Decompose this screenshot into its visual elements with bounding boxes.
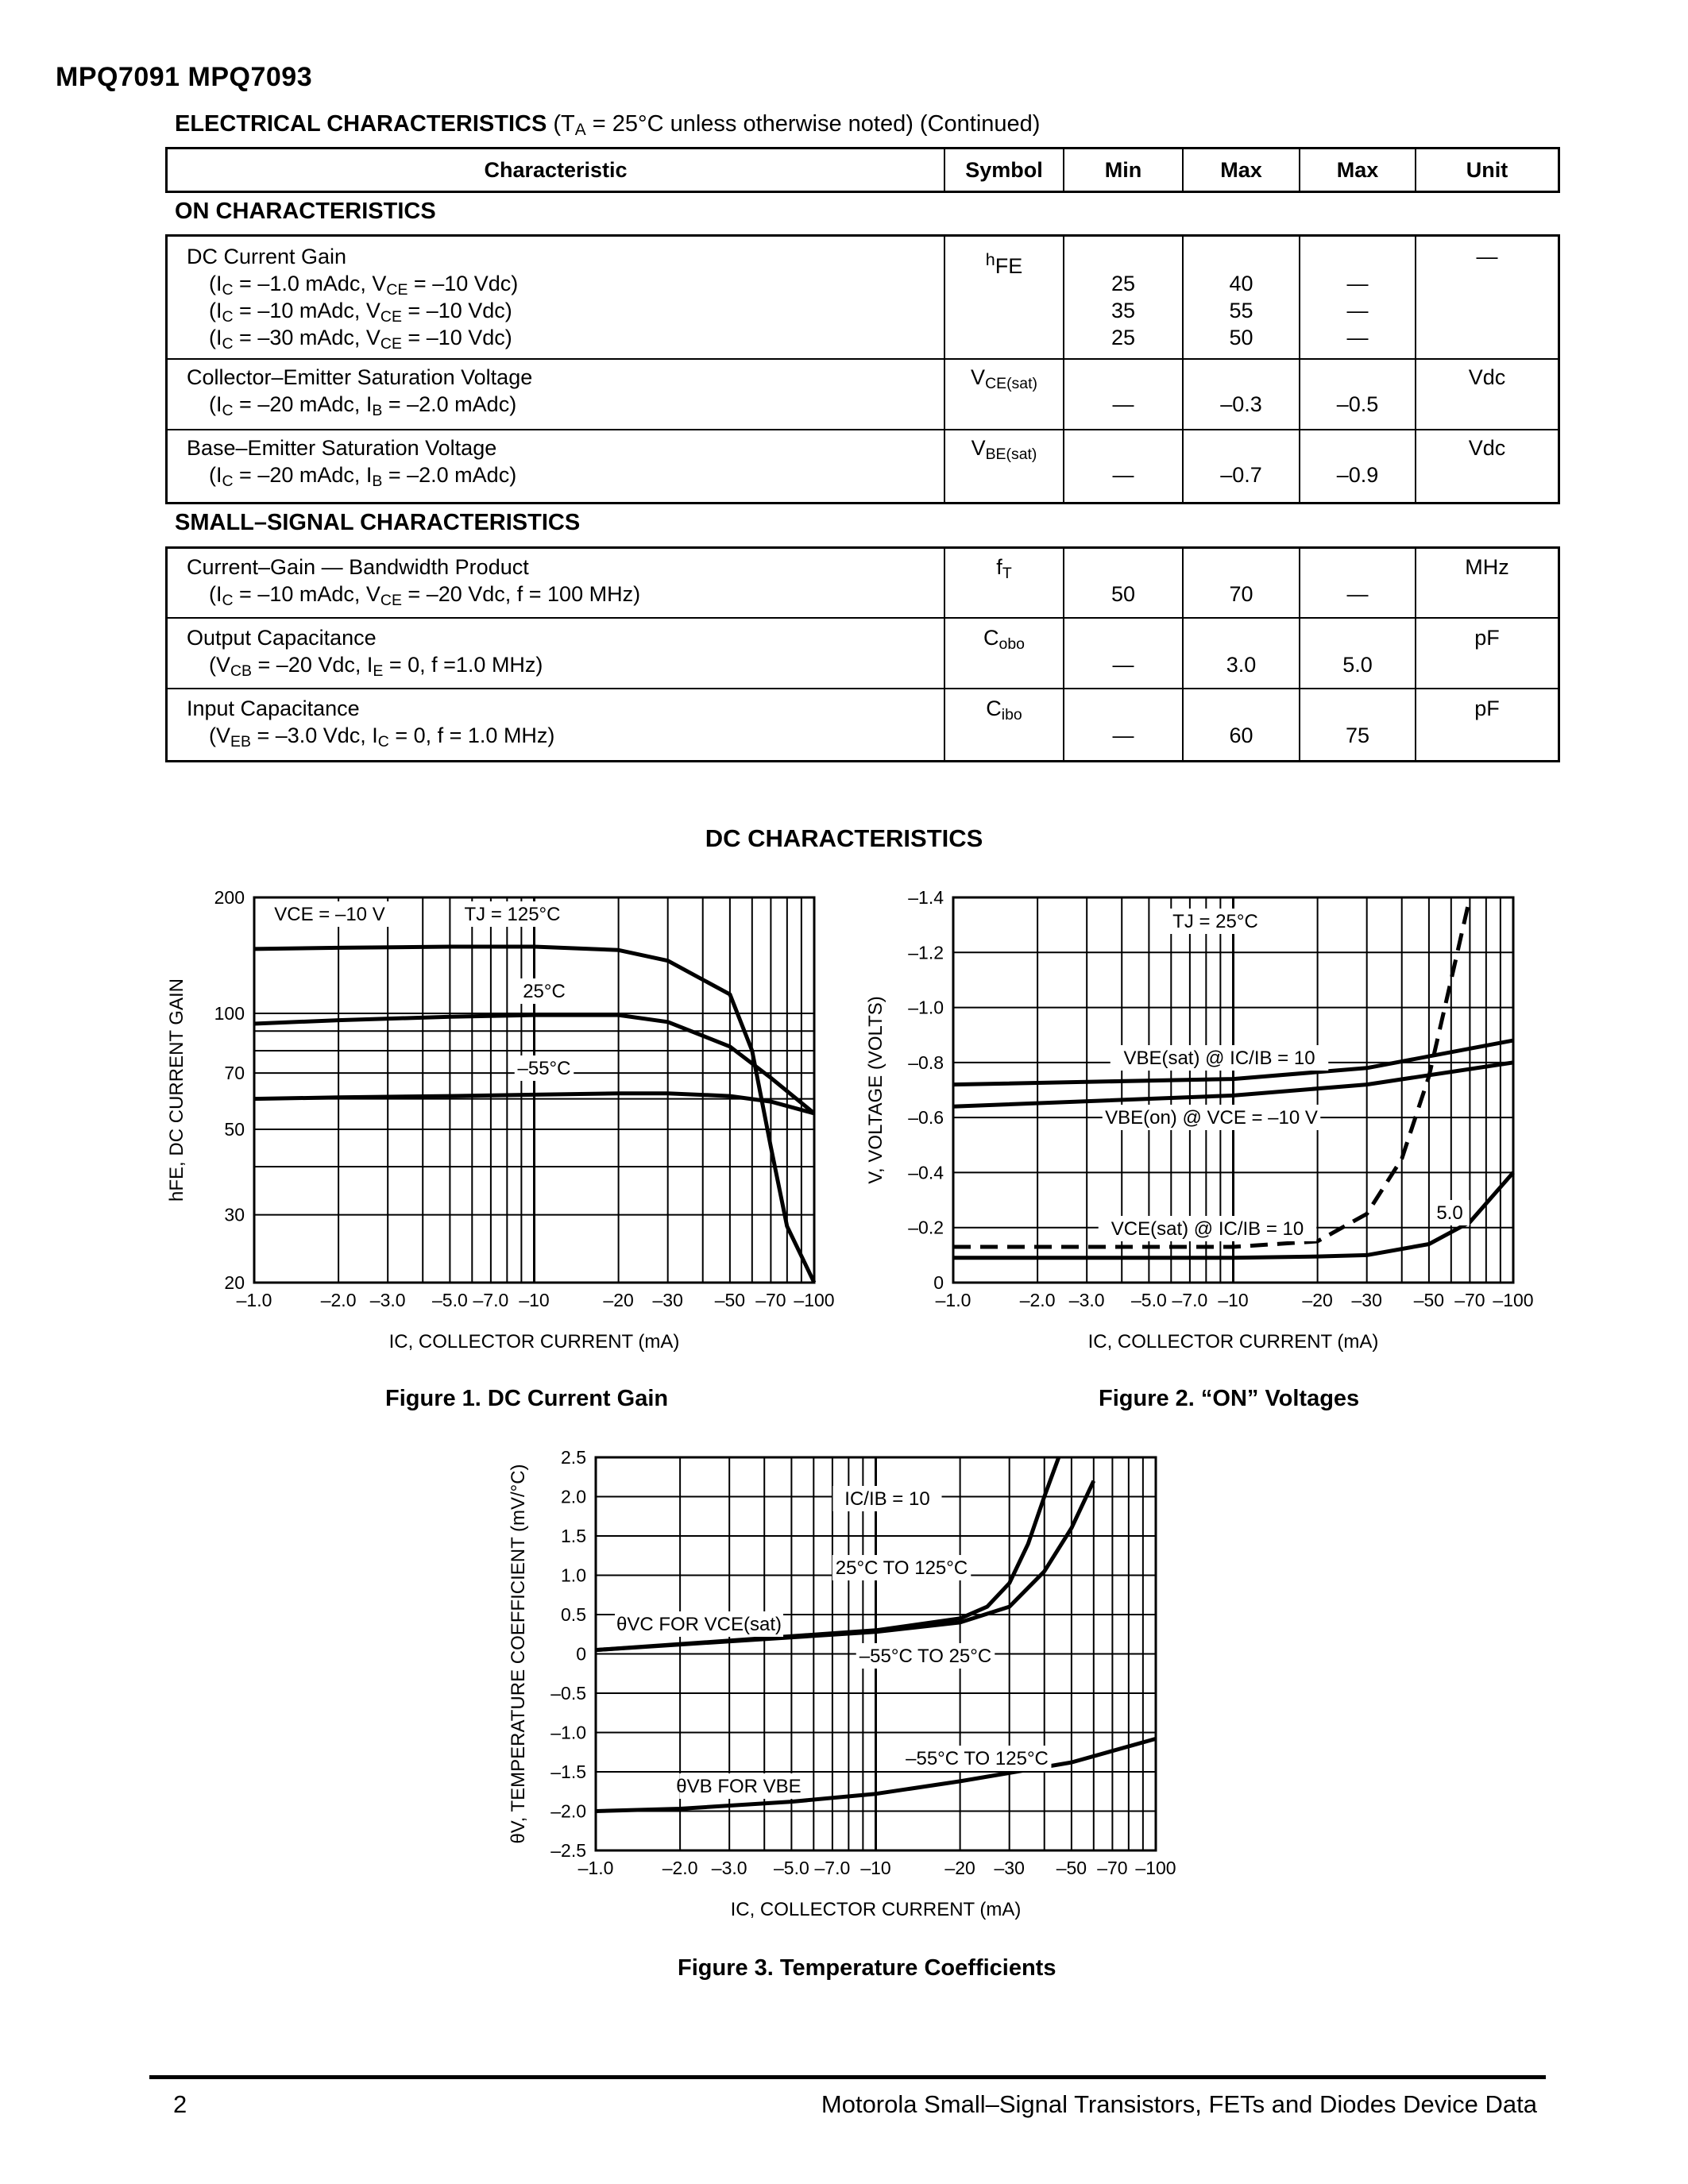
x-tick-label: –7.0: [473, 1290, 509, 1310]
row-vbesat-cond: ($I_C = -20$ mAdc, $I_B = -2.0$ mAdc): [209, 463, 517, 490]
chart-annotation: TJ = 125°C: [464, 904, 561, 925]
y-tick-label: –1.2: [908, 942, 944, 963]
row-dc-gain-max-1: 40: [1229, 272, 1253, 295]
col-max2: Max: [1336, 158, 1379, 182]
row-ft-max2: —: [1346, 582, 1369, 606]
ec-title: ELECTRICAL CHARACTERISTICS: [175, 111, 547, 137]
y-tick-label: 20: [224, 1272, 245, 1293]
row-dc-gain-unit: —: [1476, 245, 1498, 268]
row-vcesat-symbol: $V_{CE(sat)}$: [971, 365, 1037, 392]
row-dc-gain-max2-2: —: [1346, 299, 1369, 322]
row-cibo-name: Input Capacitance: [187, 696, 360, 720]
y-tick-label: –1.4: [908, 887, 944, 908]
y-tick-label: 100: [214, 1002, 245, 1024]
x-tick-label: –7.0: [1172, 1290, 1208, 1310]
row-cobo-max: 3.0: [1226, 653, 1257, 677]
chart-annotation: θVB FOR VBE: [676, 1776, 802, 1797]
x-tick-label: –50: [1056, 1858, 1087, 1878]
y-tick-label: –1.0: [908, 997, 944, 1018]
row-cobo-cond: ($V_{CB} = -20$ Vdc, $I_E = 0$, f =1.0 MHz): [209, 653, 543, 680]
row-vbesat-unit: Vdc: [1468, 436, 1506, 460]
row-dc-gain-min-2: 35: [1111, 299, 1136, 322]
y-tick-label: 70: [224, 1063, 245, 1084]
y-tick-label: 0.5: [561, 1604, 586, 1625]
y-tick-label: –0.4: [908, 1162, 944, 1183]
row-vbesat-max: –0.7: [1220, 463, 1262, 487]
x-axis-title: IC, COLLECTOR CURRENT (mA): [730, 1899, 1022, 1920]
row-dc-gain-max2-3: —: [1346, 326, 1369, 349]
row-dc-gain-max2-1: —: [1346, 272, 1369, 295]
figure-3-temperature-coefficients-chart: [500, 1445, 1199, 1954]
small-signal-title: SMALL–SIGNAL CHARACTERISTICS: [175, 510, 581, 535]
x-tick-label: –1.0: [935, 1290, 971, 1310]
row-vbesat-max2: –0.9: [1336, 463, 1379, 487]
on-characteristics-table: [165, 234, 1560, 504]
x-tick-label: –30: [1351, 1290, 1382, 1310]
ec-cond-sub: A: [574, 121, 586, 140]
table-column-headers: [165, 147, 1560, 193]
y-axis-title: θV, TEMPERATURE COEFFICIENT (mV/°C): [508, 1464, 529, 1844]
y-axis-title: hFE, DC CURRENT GAIN: [166, 978, 187, 1202]
y-tick-label: –1.5: [550, 1761, 586, 1782]
col-unit: Unit: [1466, 158, 1508, 182]
col-min: Min: [1104, 158, 1142, 182]
chart-annotation: –55°C TO 125°C: [906, 1748, 1049, 1769]
row-vbesat-name: Base–Emitter Saturation Voltage: [187, 436, 497, 460]
document-header: MPQ7091 MPQ7093: [56, 62, 313, 92]
row-cibo-symbol: $C_{ibo}$: [986, 696, 1022, 723]
x-tick-label: –30: [994, 1858, 1025, 1878]
row-cobo-min: —: [1112, 653, 1134, 677]
row-vcesat-min: —: [1112, 392, 1134, 416]
x-tick-label: –50: [1413, 1290, 1445, 1310]
series-line: [953, 897, 1470, 1247]
row-dc-gain-symbol: $^h$FE: [985, 249, 1023, 278]
col-characteristic: Characteristic: [484, 158, 628, 182]
y-tick-label: –2.5: [550, 1840, 586, 1861]
y-tick-label: 50: [224, 1118, 245, 1140]
dc-characteristics-title: DC CHARACTERISTICS: [705, 824, 983, 852]
row-cobo-unit: pF: [1474, 626, 1500, 650]
x-tick-label: –70: [1097, 1858, 1128, 1878]
y-tick-label: 200: [214, 887, 245, 908]
chart-annotation: VBE(on) @ VCE = –10 V: [1105, 1107, 1318, 1129]
chart-annotation: 5.0: [1436, 1202, 1463, 1224]
y-tick-label: 2.0: [561, 1486, 586, 1507]
y-tick-label: 30: [224, 1204, 245, 1225]
row-cibo-cond: ($V_{EB} = -3.0$ Vdc, $I_C = 0$, f = 1.0 MHz): [209, 723, 555, 751]
chart-annotation: VCE = –10 V: [274, 904, 385, 925]
on-characteristics-title: ON CHARACTERISTICS: [175, 199, 436, 224]
row-dc-gain-name: DC Current Gain: [187, 245, 347, 268]
page-number: 2: [173, 2090, 187, 2118]
row-vbesat-symbol: $V_{BE(sat)}$: [971, 436, 1037, 463]
row-vcesat-max2: –0.5: [1336, 392, 1379, 416]
small-signal-table: [165, 546, 1560, 762]
row-cibo-min: —: [1112, 723, 1134, 747]
chart-annotation: VBE(sat) @ IC/IB = 10: [1123, 1048, 1315, 1069]
x-axis-title: IC, COLLECTOR CURRENT (mA): [388, 1331, 680, 1352]
figure-2-caption: Figure 2. “ON” Voltages: [1099, 1386, 1360, 1411]
row-dc-gain-min-3: 25: [1111, 326, 1136, 349]
x-tick-label: –2.0: [662, 1858, 698, 1878]
row-ft-max: 70: [1229, 582, 1253, 606]
row-ft-name: Current–Gain — Bandwidth Product: [187, 555, 529, 579]
chart-annotation: 25°C TO 125°C: [835, 1557, 968, 1579]
row-cibo-max2: 75: [1345, 723, 1370, 747]
y-axis-title: V, VOLTAGE (VOLTS): [865, 996, 886, 1184]
chart-annotation: IC/IB = 10: [844, 1488, 930, 1510]
chart-annotation: –55°C TO 25°C: [859, 1646, 992, 1667]
x-tick-label: –100: [794, 1290, 835, 1310]
x-tick-label: –1.0: [236, 1290, 272, 1310]
x-tick-label: –2.0: [1019, 1290, 1056, 1310]
x-tick-label: –7.0: [814, 1858, 851, 1878]
y-tick-label: 0: [576, 1643, 586, 1665]
row-cobo-name: Output Capacitance: [187, 626, 377, 650]
chart-annotation: TJ = 25°C: [1172, 911, 1258, 932]
x-axis-title: IC, COLLECTOR CURRENT (mA): [1087, 1331, 1379, 1352]
y-tick-label: –2.0: [550, 1800, 586, 1822]
x-tick-label: –3.0: [711, 1858, 747, 1878]
y-tick-label: 1.5: [561, 1526, 586, 1546]
row-dc-gain-max-2: 55: [1229, 299, 1253, 322]
footer-rule: [149, 2075, 1546, 2079]
row-vcesat-cond: ($I_C = -20$ mAdc, $I_B = -2.0$ mAdc): [209, 392, 517, 419]
x-tick-label: –100: [1135, 1858, 1176, 1878]
row-cibo-unit: pF: [1474, 696, 1500, 720]
y-tick-label: –1.0: [550, 1722, 586, 1743]
figure-1-dc-current-gain-chart: [159, 886, 858, 1394]
row-cobo-max2: 5.0: [1342, 653, 1373, 677]
row-vcesat-name: Collector–Emitter Saturation Voltage: [187, 365, 533, 389]
x-tick-label: –70: [1454, 1290, 1485, 1310]
x-tick-label: –20: [944, 1858, 975, 1878]
ec-cond-post: = 25°C unless otherwise noted) (Continued): [585, 111, 1041, 137]
x-tick-label: –10: [1218, 1290, 1249, 1310]
row-dc-gain-min-1: 25: [1111, 272, 1136, 295]
y-tick-label: 1.0: [561, 1565, 586, 1586]
x-tick-label: –3.0: [1068, 1290, 1105, 1310]
electrical-characteristics-heading: [175, 111, 1040, 140]
row-dc-gain-cond-1: ($I_C = -1.0$ mAdc, $V_{CE} = -10$ Vdc): [209, 272, 519, 299]
footer-title: Motorola Small–Signal Transistors, FETs and Diodes Device Data: [821, 2090, 1537, 2118]
x-tick-label: –70: [755, 1290, 786, 1310]
chart-annotation: VCE(sat) @ IC/IB = 10: [1111, 1218, 1304, 1240]
chart-annotation: –55°C: [517, 1058, 571, 1079]
x-tick-label: –5.0: [1131, 1290, 1167, 1310]
figure-3-caption: Figure 3. Temperature Coefficients: [678, 1955, 1056, 1981]
row-vcesat-unit: Vdc: [1468, 365, 1506, 389]
x-tick-label: –20: [603, 1290, 634, 1310]
y-tick-label: –0.6: [908, 1107, 944, 1129]
x-tick-label: –20: [1302, 1290, 1333, 1310]
figure-1-caption: Figure 1. DC Current Gain: [385, 1386, 669, 1411]
chart-annotation: θVC FOR VCE(sat): [616, 1614, 782, 1635]
x-tick-label: –5.0: [774, 1858, 809, 1878]
x-tick-label: –10: [860, 1858, 891, 1878]
y-tick-label: –0.2: [908, 1217, 944, 1238]
row-ft-min: 50: [1111, 582, 1136, 606]
row-dc-gain-cond-3: ($I_C = -30$ mAdc, $V_{CE} = -10$ Vdc): [209, 326, 512, 353]
row-cibo-max: 60: [1229, 723, 1253, 747]
col-symbol: Symbol: [965, 158, 1043, 182]
x-tick-label: –50: [714, 1290, 746, 1310]
row-vbesat-min: —: [1112, 463, 1134, 487]
x-tick-label: –30: [652, 1290, 683, 1310]
figure-2-on-voltages-chart: [858, 886, 1557, 1394]
row-ft-symbol: $f_T$: [996, 555, 1012, 582]
y-tick-label: –0.8: [908, 1051, 944, 1073]
row-dc-gain-max-3: 50: [1229, 326, 1253, 349]
x-tick-label: –5.0: [432, 1290, 468, 1310]
row-vcesat-max: –0.3: [1220, 392, 1262, 416]
row-dc-gain-cond-2: ($I_C = -10$ mAdc, $V_{CE} = -10$ Vdc): [209, 299, 512, 326]
x-tick-label: –100: [1493, 1290, 1534, 1310]
y-tick-label: 2.5: [561, 1447, 586, 1468]
x-tick-label: –3.0: [369, 1290, 406, 1310]
x-tick-label: –1.0: [577, 1858, 614, 1878]
x-tick-label: –2.0: [320, 1290, 357, 1310]
col-max: Max: [1220, 158, 1262, 182]
row-ft-unit: MHz: [1465, 555, 1509, 579]
y-tick-label: –0.5: [550, 1683, 586, 1704]
y-tick-label: 0: [933, 1272, 944, 1293]
row-cobo-symbol: $C_{obo}$: [983, 626, 1025, 653]
ec-cond-pre: (T: [553, 111, 575, 137]
x-tick-label: –10: [519, 1290, 550, 1310]
chart-annotation: 25°C: [523, 981, 566, 1002]
row-ft-cond: ($I_C = -10$ mAdc, $V_{CE} = -20$ Vdc, f = 100 MHz): [209, 582, 641, 609]
